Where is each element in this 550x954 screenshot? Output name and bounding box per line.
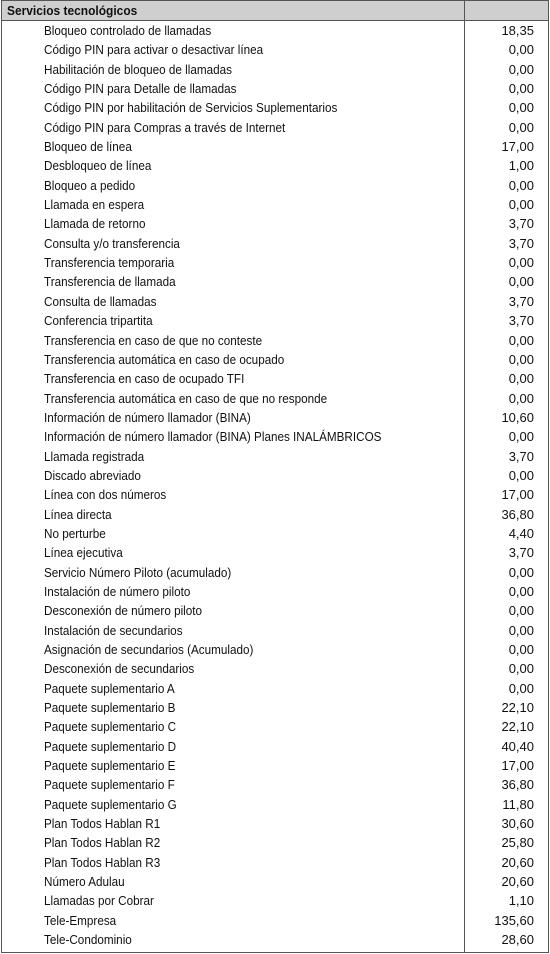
table-title: Servicios tecnológicos	[7, 3, 138, 18]
service-name: Paquete suplementario G	[44, 796, 177, 812]
table-row	[2, 466, 548, 485]
service-name: Código PIN para activar o desactivar línea	[44, 42, 264, 58]
table-row	[2, 234, 548, 253]
service-name: Transferencia en caso de que no conteste	[44, 332, 263, 348]
service-price: 20,60	[501, 874, 534, 890]
service-name: Plan Todos Hablan R3	[44, 854, 161, 870]
service-name: Bloqueo a pedido	[44, 177, 136, 193]
service-price: 0,00	[508, 119, 534, 135]
service-price: 0,00	[508, 177, 534, 193]
service-price: 40,40	[501, 738, 534, 754]
service-price: 0,00	[508, 274, 534, 290]
service-price: 22,10	[501, 719, 534, 735]
table-row	[2, 137, 548, 156]
table-row	[2, 756, 548, 775]
service-name: Asignación de secundarios (Acumulado)	[44, 642, 254, 657]
service-name: Llamadas por Cobrar	[44, 893, 154, 909]
service-name: Línea directa	[44, 506, 112, 522]
table-row	[2, 930, 548, 949]
service-name: Instalación de secundarios	[44, 622, 183, 638]
service-price: 3,70	[508, 293, 534, 309]
service-price: 0,00	[508, 100, 534, 116]
service-price: 0,00	[508, 661, 534, 677]
service-price: 17,00	[501, 758, 534, 774]
service-name: Número Adulau	[44, 874, 125, 890]
table-row	[2, 350, 548, 369]
table-row	[2, 40, 548, 59]
service-name: Paquete suplementario F	[44, 777, 175, 793]
service-price: 3,70	[508, 545, 534, 561]
service-name: Tele-Condominio	[44, 932, 132, 948]
table-header	[2, 1, 548, 21]
service-name: Desconexión de número piloto	[44, 603, 203, 619]
service-name: Servicio Número Piloto (acumulado)	[44, 564, 232, 580]
table-row	[2, 853, 548, 872]
service-price: 3,70	[508, 313, 534, 329]
service-name: Código PIN por habilitación de Servicios Suplementarios	[44, 100, 338, 116]
service-name: Tele-Empresa	[44, 912, 117, 928]
table-row	[2, 195, 548, 214]
table-row	[2, 331, 548, 350]
service-price: 22,10	[501, 700, 534, 716]
table-row	[2, 717, 548, 736]
service-price: 17,00	[501, 139, 534, 155]
service-price: 4,40	[508, 525, 534, 541]
table-row	[2, 272, 548, 291]
service-price: 1,10	[508, 893, 534, 909]
service-price: 20,60	[501, 854, 534, 870]
service-name: Transferencia automática en caso de ocupado	[44, 351, 285, 367]
table-row	[2, 563, 548, 582]
service-price: 0,00	[508, 332, 534, 348]
service-price: 0,00	[508, 583, 534, 599]
table-row	[2, 369, 548, 388]
service-name: Código PIN para Compras a través de Internet	[44, 119, 286, 135]
table-row	[2, 389, 548, 408]
table-body	[2, 21, 548, 952]
table-row	[2, 795, 548, 814]
service-name: Plan Todos Hablan R1	[44, 816, 161, 832]
service-price: 0,00	[508, 429, 534, 445]
service-price: 36,80	[501, 506, 534, 522]
table-row	[2, 601, 548, 620]
service-name: Línea ejecutiva	[44, 545, 123, 561]
service-price: 3,70	[508, 216, 534, 232]
table-row	[2, 98, 548, 117]
service-name: Habilitación de bloqueo de llamadas	[44, 61, 232, 77]
table-row	[2, 176, 548, 195]
service-price: 25,80	[501, 835, 534, 851]
table-row	[2, 621, 548, 640]
service-name: Transferencia en caso de ocupado TFI	[44, 371, 245, 387]
table-row	[2, 253, 548, 272]
table-row	[2, 214, 548, 233]
service-price: 0,00	[508, 81, 534, 97]
table-row	[2, 156, 548, 175]
service-name: Paquete suplementario E	[44, 758, 176, 774]
services-table	[1, 0, 549, 953]
table-row	[2, 679, 548, 698]
table-row	[2, 79, 548, 98]
service-name: Paquete suplementario A	[44, 680, 175, 696]
service-name: Bloqueo de línea	[44, 139, 132, 155]
service-price: 3,70	[508, 235, 534, 251]
service-name: Información de número llamador (BINA) Planes INALÁMBRICOS	[44, 429, 382, 445]
service-name: No perturbe	[44, 525, 106, 541]
table-row	[2, 292, 548, 311]
service-name: Paquete suplementario D	[44, 738, 177, 754]
table-row	[2, 447, 548, 466]
service-price: 135,60	[494, 912, 534, 928]
service-price: 0,00	[508, 61, 534, 77]
table-row	[2, 640, 548, 659]
service-price: 17,00	[501, 487, 534, 503]
service-price: 18,35	[501, 23, 534, 38]
table-row	[2, 775, 548, 794]
table-row	[2, 427, 548, 446]
table-row	[2, 891, 548, 910]
table-row	[2, 485, 548, 504]
table-row	[2, 582, 548, 601]
table-row	[2, 833, 548, 852]
service-price: 36,80	[501, 777, 534, 793]
table-row	[2, 505, 548, 524]
service-name: Transferencia de llamada	[44, 274, 176, 290]
service-name: Instalación de número piloto	[44, 583, 191, 599]
table-row	[2, 118, 548, 137]
table-row	[2, 698, 548, 717]
service-name: Desconexión de secundarios	[44, 661, 195, 677]
service-name: Consulta de llamadas	[44, 293, 157, 309]
service-price: 0,00	[508, 603, 534, 619]
service-name: Línea con dos números	[44, 487, 167, 503]
table-row	[2, 659, 548, 678]
table-row	[2, 543, 548, 562]
service-price: 0,00	[508, 371, 534, 387]
service-name: Desbloqueo de línea	[44, 158, 152, 174]
table-row	[2, 911, 548, 930]
service-price: 28,60	[501, 932, 534, 948]
table-row	[2, 524, 548, 543]
service-name: Llamada de retorno	[44, 216, 146, 232]
service-name: Transferencia automática en caso de que no responde	[44, 390, 328, 406]
service-name: Llamada en espera	[44, 197, 145, 213]
service-price: 0,00	[508, 390, 534, 406]
service-price: 10,60	[501, 409, 534, 425]
service-price: 0,00	[508, 351, 534, 367]
service-price: 0,00	[508, 642, 534, 657]
service-name: Transferencia temporaria	[44, 255, 175, 271]
service-price: 0,00	[508, 680, 534, 696]
table-row	[2, 872, 548, 891]
service-price: 0,00	[508, 42, 534, 58]
service-price: 0,00	[508, 467, 534, 483]
service-price: 0,00	[508, 622, 534, 638]
service-price: 30,60	[501, 816, 534, 832]
service-name: Información de número llamador (BINA)	[44, 409, 251, 425]
service-price: 0,00	[508, 564, 534, 580]
table-row	[2, 60, 548, 79]
table-row	[2, 814, 548, 833]
service-name: Llamada registrada	[44, 448, 145, 464]
service-name: Paquete suplementario C	[44, 719, 177, 735]
service-price: 0,00	[508, 255, 534, 271]
service-price: 0,00	[508, 197, 534, 213]
table-row	[2, 408, 548, 427]
service-price: 1,00	[508, 158, 534, 174]
service-name: Bloqueo controlado de llamadas	[44, 23, 212, 38]
service-name: Consulta y/o transferencia	[44, 235, 180, 251]
service-price: 3,70	[508, 448, 534, 464]
table-row	[2, 311, 548, 330]
table-row	[2, 737, 548, 756]
service-name: Paquete suplementario B	[44, 700, 176, 716]
service-price: 11,80	[502, 796, 534, 812]
service-name: Discado abreviado	[44, 467, 141, 483]
service-name: Plan Todos Hablan R2	[44, 835, 161, 851]
service-name: Código PIN para Detalle de llamadas	[44, 81, 237, 97]
table-row	[2, 21, 548, 40]
service-name: Conferencia tripartita	[44, 313, 153, 329]
